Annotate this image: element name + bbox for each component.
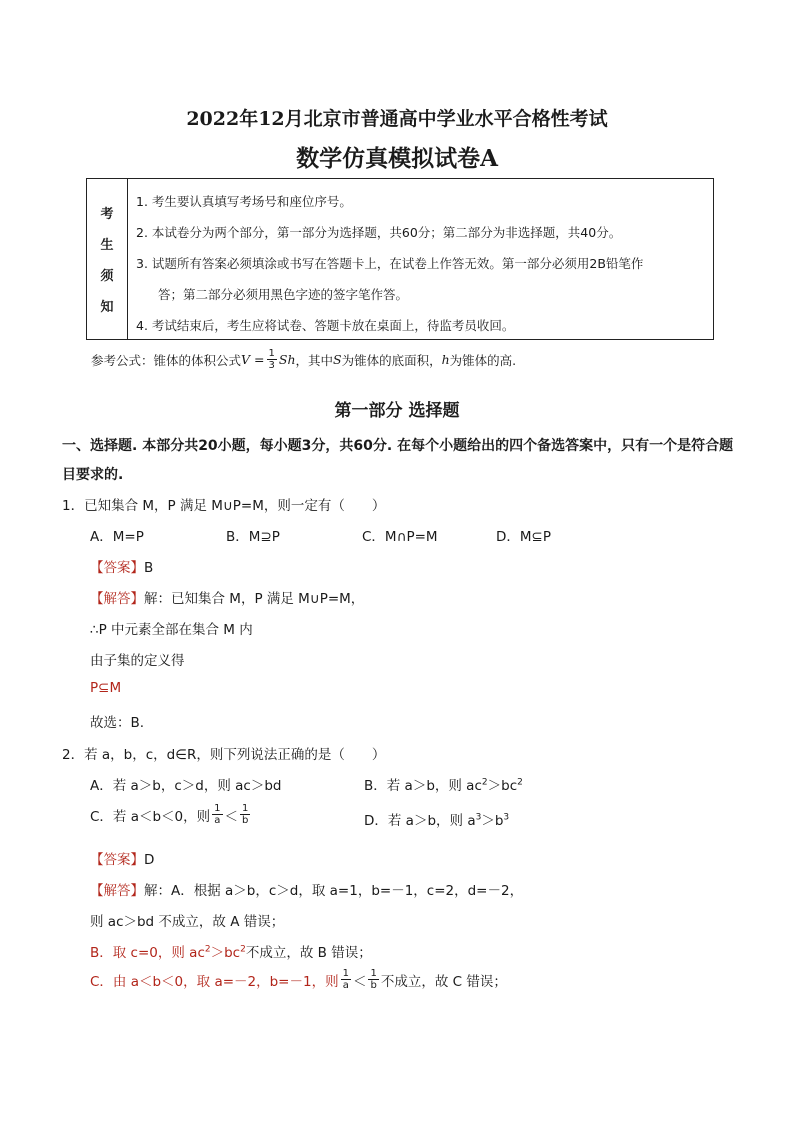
notice-item: 答；第二部分必须用黑色字迹的签字笔作答。 <box>158 287 409 302</box>
section-title: 第一部分 选择题 <box>334 401 460 421</box>
analysis-text: 不成立，故 C 错误； <box>380 973 507 990</box>
exponent: 3 <box>503 812 510 823</box>
analysis-text: 解：A．根据 a＞b，c＞d，取 a=1，b=－1，c=2，d=－2， <box>144 883 524 899</box>
less-than: ＜ <box>224 808 239 825</box>
formula-s: S <box>333 352 342 367</box>
option-text: ＞b <box>481 813 504 829</box>
q2-option-b <box>364 774 523 794</box>
notice-label-char: 考 <box>100 207 114 222</box>
analysis-text: B．取 c=0，则 ac <box>90 945 205 961</box>
notice-label-char: 须 <box>100 269 114 284</box>
fraction-denominator: b <box>370 980 377 991</box>
q1-answer <box>90 556 153 576</box>
answer-label: 【答案】 <box>90 560 144 576</box>
q1-option-d: D．M⊆P <box>496 529 551 545</box>
fraction-one-over-a <box>341 968 351 991</box>
analysis-text: C．由 a＜b＜0，取 a=－2，b=－1，则 <box>90 973 339 990</box>
formula-suffix: 为锥体的底面积， <box>341 352 442 368</box>
less-than: ＜ <box>352 973 367 990</box>
answer-value: D <box>144 852 155 868</box>
fraction-one-over-a <box>212 803 222 826</box>
q1-analysis-line: ∴P 中元素全部在集合 M 内 <box>90 622 253 638</box>
q1-option-b: B．M⊇P <box>226 529 280 545</box>
formula-h: h <box>441 352 450 367</box>
fraction-numerator: 1 <box>268 348 275 359</box>
reference-formula <box>91 348 516 371</box>
analysis-text: ＞bc <box>210 945 241 961</box>
q2-analysis-line <box>90 968 507 991</box>
notice-list <box>128 179 713 339</box>
q2-option-d <box>364 809 509 829</box>
q1-stem: 1．已知集合 M，P 满足 M∪P=M，则一定有（ ） <box>62 498 386 514</box>
exponent: 2 <box>481 777 488 788</box>
notice-item: 3. 试题所有答案必须填涂或书写在答题卡上，在试卷上作答无效。第一部分必须用2B铅笔作 <box>136 256 644 271</box>
q2-option-c <box>90 803 252 826</box>
exponent: 2 <box>204 944 211 955</box>
q2-analysis-line <box>90 879 523 899</box>
exponent: 2 <box>517 777 523 788</box>
formula-v: V = <box>241 352 265 367</box>
q1-analysis-line: 由子集的定义得 <box>90 653 185 669</box>
notice-label <box>87 179 128 339</box>
q2-answer <box>90 848 154 868</box>
fraction-one-over-b <box>368 968 378 991</box>
analysis-text: 不成立，故 B 错误； <box>245 945 372 961</box>
q1-option-a: A．M=P <box>90 529 144 545</box>
q1-analysis-line: P⊆M <box>90 680 122 696</box>
q1-option-c: C．M∩P=M <box>362 529 438 545</box>
exam-title: 2022年12月北京市普通高中学业水平合格性考试 <box>186 108 608 130</box>
analysis-text: 解：已知集合 M，P 满足 M∪P=M， <box>144 591 365 607</box>
analysis-label: 【解答】 <box>90 591 144 607</box>
formula-fraction <box>267 348 277 371</box>
q2-analysis-line <box>90 941 372 961</box>
formula-prefix: 参考公式：锥体的体积公式 <box>91 352 242 368</box>
notice-item: 1. 考生要认真填写考场号和座位序号。 <box>136 194 352 209</box>
option-text: B．若 a＞b，则 ac <box>364 778 482 794</box>
option-text: ＞bc <box>487 778 518 794</box>
fraction-denominator: 3 <box>268 360 275 371</box>
option-text: C．若 a＜b＜0，则 <box>90 808 211 825</box>
option-text: D．若 a＞b，则 a <box>364 813 476 829</box>
formula-sh: Sh <box>278 352 296 367</box>
fraction-numerator: 1 <box>242 803 249 814</box>
fraction-numerator: 1 <box>370 968 377 979</box>
notice-label-char: 知 <box>100 300 114 315</box>
formula-suffix: 为锥体的高. <box>449 352 517 368</box>
fraction-numerator: 1 <box>342 968 349 979</box>
q1-analysis-line: 故选：B. <box>90 715 145 731</box>
answer-label: 【答案】 <box>90 852 144 868</box>
q2-stem: 2．若 a，b，c，d∈R，则下列说法正确的是（ ） <box>62 747 386 763</box>
fraction-denominator: a <box>214 815 221 826</box>
fraction-denominator: b <box>242 815 249 826</box>
fraction-denominator: a <box>342 980 349 991</box>
q2-analysis-line: 则 ac＞bd 不成立，故 A 错误； <box>90 914 285 930</box>
candidate-notice-box <box>86 178 714 340</box>
notice-item: 2. 本试卷分为两个部分，第一部分为选择题，共60分；第二部分为非选择题，共40分。 <box>136 225 622 240</box>
section-instructions: 一、选择题. 本部分共20小题，每小题3分，共60分. 在每个小题给出的四个备选答案中，只有一个是符合题目要求的. <box>62 438 734 483</box>
formula-suffix: ，其中 <box>295 352 334 368</box>
fraction-one-over-b <box>240 803 250 826</box>
exponent: 3 <box>475 812 482 823</box>
q2-option-a: A．若 a＞b，c＞d，则 ac＞bd <box>90 778 282 794</box>
exam-subtitle: 数学仿真模拟试卷A <box>296 145 498 172</box>
exponent: 2 <box>240 944 246 955</box>
fraction-numerator: 1 <box>214 803 221 814</box>
q1-analysis-line <box>90 587 364 607</box>
answer-value: B <box>144 560 154 576</box>
notice-item: 4. 考试结束后，考生应将试卷、答题卡放在桌面上，待监考员收回。 <box>136 318 515 333</box>
analysis-label: 【解答】 <box>90 883 144 899</box>
notice-label-char: 生 <box>100 238 114 253</box>
